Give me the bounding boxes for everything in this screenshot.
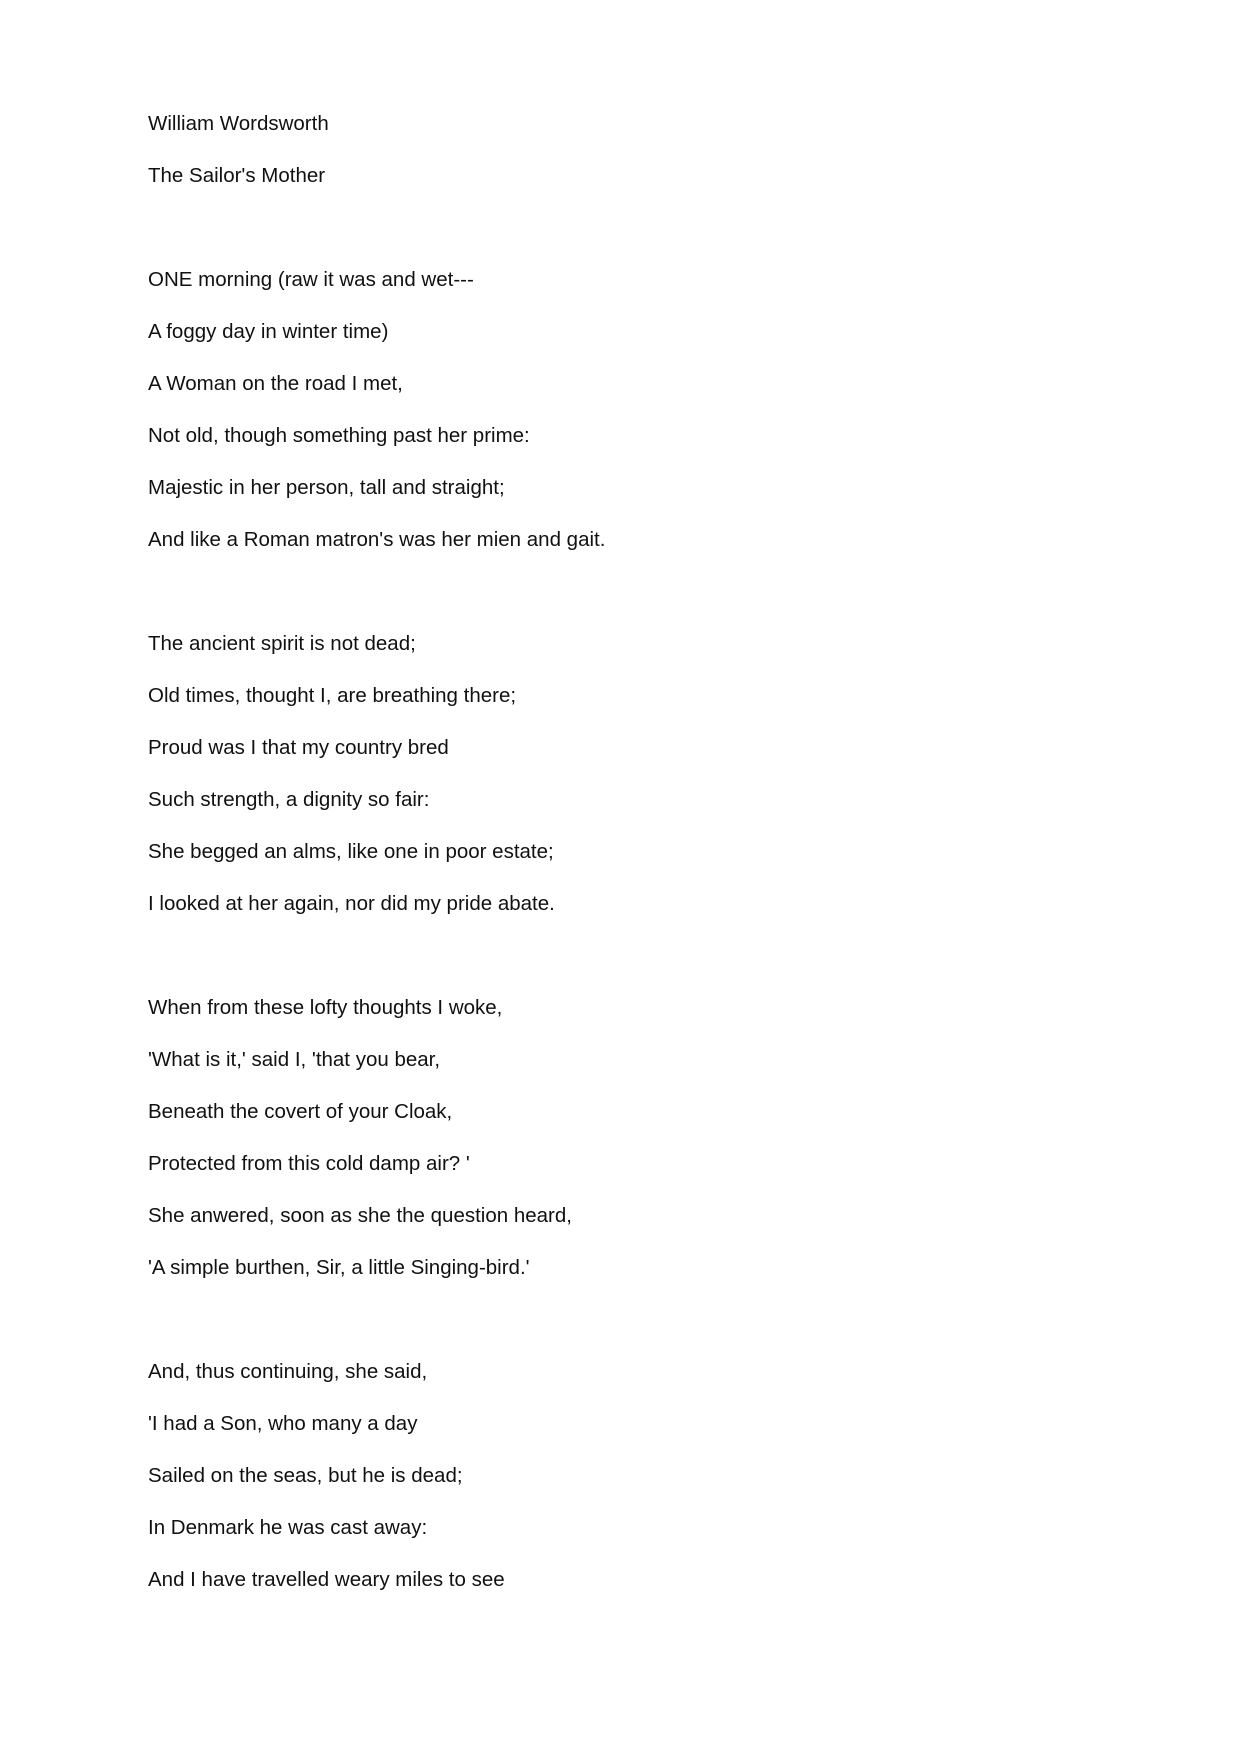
- poem-line: Such strength, a dignity so fair:: [148, 788, 430, 811]
- poem-line: ONE morning (raw it was and wet---: [148, 268, 474, 291]
- poem-line: She begged an alms, like one in poor estate;: [148, 840, 554, 863]
- poem-title: The Sailor's Mother: [148, 164, 326, 187]
- poem-line: Protected from this cold damp air? ': [148, 1152, 470, 1175]
- poem-line: Proud was I that my country bred: [148, 736, 449, 759]
- poem-line: A foggy day in winter time): [148, 320, 389, 343]
- author-name: William Wordsworth: [148, 112, 329, 135]
- blank-line: [148, 566, 1148, 618]
- stanza-3: [148, 982, 1148, 1294]
- poem-line: Old times, thought I, are breathing there;: [148, 684, 517, 707]
- poem-text-block: [148, 98, 1148, 1606]
- poem-line: The ancient spirit is not dead;: [148, 632, 416, 655]
- poem-line: I looked at her again, nor did my pride abate.: [148, 892, 555, 915]
- poem-line: Majestic in her person, tall and straight;: [148, 476, 505, 499]
- poem-line: Sailed on the seas, but he is dead;: [148, 1464, 463, 1487]
- poem-line: A Woman on the road I met,: [148, 372, 403, 395]
- poem-line: 'A simple burthen, Sir, a little Singing-bird.': [148, 1256, 530, 1279]
- blank-line: [148, 1294, 1148, 1346]
- poem-line: In Denmark he was cast away:: [148, 1516, 428, 1539]
- blank-line: [148, 202, 1148, 254]
- poem-line: Not old, though something past her prime:: [148, 424, 530, 447]
- poem-line: She anwered, soon as she the question heard,: [148, 1204, 572, 1227]
- blank-line: [148, 930, 1148, 982]
- stanza-4: [148, 1346, 1148, 1606]
- poem-line: 'What is it,' said I, 'that you bear,: [148, 1048, 441, 1071]
- poem-line: And like a Roman matron's was her mien and gait.: [148, 528, 606, 551]
- stanza-2: [148, 618, 1148, 930]
- stanza-1: [148, 254, 1148, 566]
- poem-line: 'I had a Son, who many a day: [148, 1412, 418, 1435]
- poem-line: When from these lofty thoughts I woke,: [148, 996, 503, 1019]
- poem-line: And I have travelled weary miles to see: [148, 1568, 505, 1591]
- poem-line: And, thus continuing, she said,: [148, 1360, 428, 1383]
- poem-line: Beneath the covert of your Cloak,: [148, 1100, 453, 1123]
